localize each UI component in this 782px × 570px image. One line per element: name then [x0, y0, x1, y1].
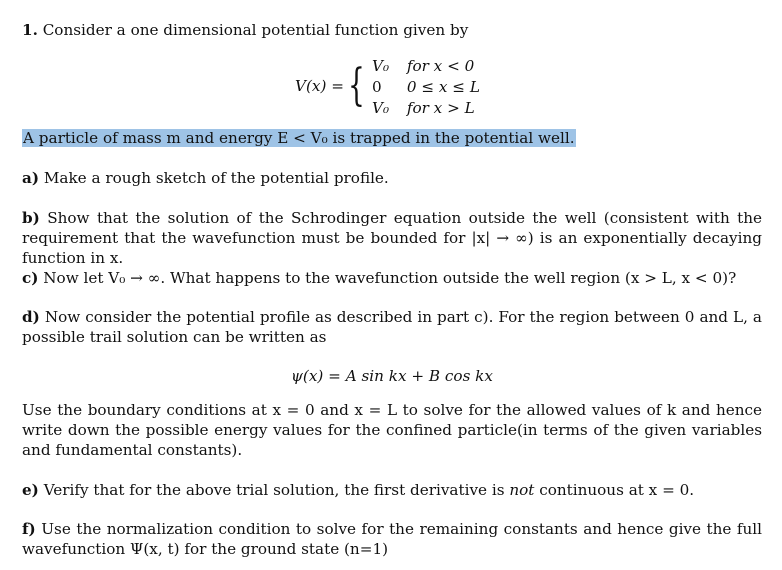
case-row: [372, 98, 475, 118]
part-label: d): [22, 308, 40, 326]
part-label: f): [22, 520, 36, 538]
case-value: V₀: [372, 99, 390, 117]
potential-lhs: V(x) =: [295, 77, 344, 95]
left-brace: {: [348, 60, 365, 111]
question-number: 1.: [22, 21, 38, 39]
question-intro-text: Consider a one dimensional potential function given by: [42, 21, 469, 39]
part-b: [22, 208, 762, 268]
question-intro: [22, 20, 762, 40]
part-text: Show that the solution of the Schrodinger equation outside the well (consistent with the requirement that the wavefunction must be bounded for |x| → ∞) is an exponentially decaying function in x.: [22, 209, 762, 267]
part-d: [22, 307, 762, 347]
part-label: b): [22, 209, 40, 227]
part-label: c): [22, 269, 39, 287]
highlighted-statement: [22, 128, 762, 148]
part-f: [22, 519, 762, 559]
part-e: [22, 480, 762, 500]
case-row: [372, 56, 474, 76]
part-text: Verify that for the above trial solution, the first derivative is: [43, 481, 505, 499]
case-condition: for x < 0: [406, 57, 475, 75]
part-text-after: continuous at x = 0.: [539, 481, 695, 499]
case-value: V₀: [372, 57, 390, 75]
part-label: e): [22, 481, 39, 499]
case-condition: for x > L: [406, 99, 475, 117]
part-label: a): [22, 169, 40, 187]
emphasis-text: not: [509, 481, 535, 499]
case-value: 0: [372, 78, 382, 96]
part-text: Make a rough sketch of the potential profile.: [43, 169, 389, 187]
part-text: Now let V₀ → ∞. What happens to the wavefunction outside the well region (x > L, x < 0)?: [43, 269, 737, 287]
part-c: [22, 268, 762, 288]
highlighted-text[interactable]: A particle of mass m and energy E < V₀ is trapped in the potential well.: [23, 129, 575, 147]
part-a: [22, 168, 762, 188]
potential-equation: [295, 54, 495, 118]
case-row: [372, 77, 480, 97]
part-text: Use the normalization condition to solve for the remaining constants and hence give the full wavefunction Ψ(x, t) for the ground state (n=1): [22, 520, 763, 558]
part-text: Now consider the potential profile as described in part c). For the region between 0 and L, a possible trail solution can be written as: [22, 308, 762, 346]
part-d-continued: Use the boundary conditions at x = 0 and x = L to solve for the allowed values of k and hence write down the possible energy values for the confined particle(in terms of the given variables and fundamental constants).: [22, 401, 762, 459]
case-condition: 0 ≤ x ≤ L: [406, 78, 480, 96]
trial-solution-equation: ψ(x) = A sin kx + B cos kx: [291, 367, 493, 385]
